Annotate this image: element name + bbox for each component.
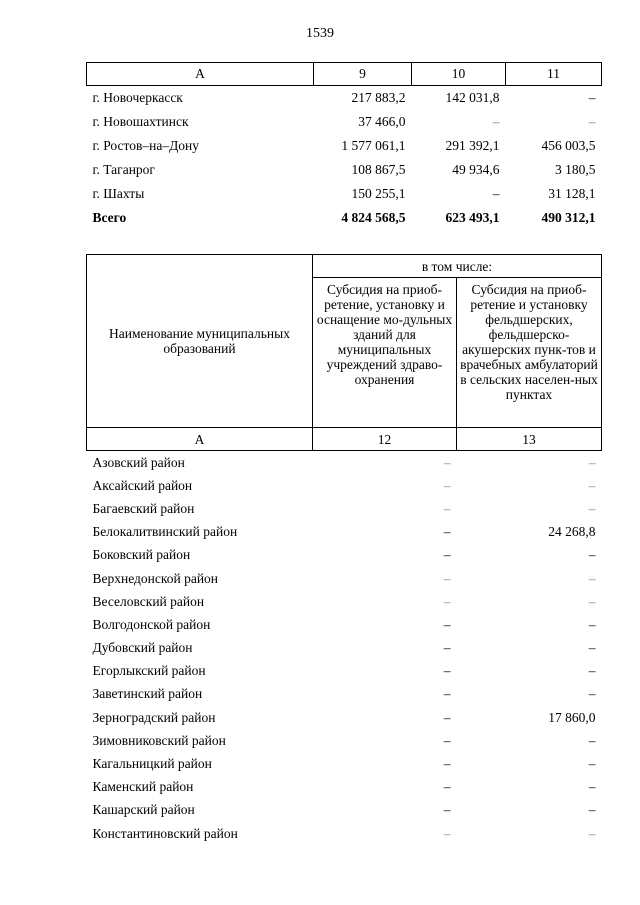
table-row — [87, 110, 602, 134]
value-cell: – — [443, 709, 451, 725]
table-row — [87, 134, 602, 158]
subsidy-table-cols-12-13 — [86, 254, 602, 845]
district-name: Зерноградский район — [92, 709, 216, 725]
value-cell: 24 268,8 — [548, 524, 596, 540]
table-row — [87, 474, 602, 497]
value-cell: – — [588, 802, 596, 818]
table-row — [87, 683, 602, 706]
municipality-name: г. Новошахтинск — [92, 114, 189, 129]
value-cell: 108 867,5 — [351, 162, 406, 177]
value-cell: 17 860,0 — [548, 709, 596, 725]
value-cell: – — [443, 570, 451, 586]
total-value: 490 312,1 — [541, 210, 596, 225]
table-row — [87, 451, 602, 475]
table2-index-row — [87, 428, 602, 451]
column-13-header: Субсидия на приоб-ретение и установку фельдшерских, фельдшерско-акушерских пунк-тов и врачебных амбулаторий в сельских населен-ных пунктах — [457, 278, 602, 428]
value-cell: 217 883,2 — [351, 90, 406, 105]
page-number: 1539 — [306, 26, 334, 41]
district-name: Зимовниковский район — [92, 732, 226, 748]
value-cell: – — [588, 756, 596, 772]
value-cell: – — [443, 732, 451, 748]
table-row — [87, 567, 602, 590]
value-cell: – — [588, 477, 596, 493]
table-row — [87, 613, 602, 636]
district-name: Азовский район — [92, 454, 185, 470]
value-cell: – — [443, 779, 451, 795]
municipality-name: г. Новочеркасск — [92, 90, 183, 105]
value-cell: 49 934,6 — [452, 162, 500, 177]
value-cell: – — [443, 616, 451, 632]
district-name: Егорлыкский район — [92, 663, 206, 679]
district-name: Веселовский район — [92, 593, 205, 609]
value-cell: – — [588, 570, 596, 586]
table-row — [87, 158, 602, 182]
value-cell: 1 577 061,1 — [341, 138, 406, 153]
table-row — [87, 752, 602, 775]
table2-index-13: 13 — [457, 428, 602, 451]
table-row — [87, 544, 602, 567]
total-value: 4 824 568,5 — [341, 210, 406, 225]
table-row — [87, 822, 602, 845]
table-row — [87, 86, 602, 111]
district-name: Заветинский район — [92, 686, 203, 702]
table1-header-11: 11 — [506, 63, 602, 86]
value-cell: 3 180,5 — [555, 162, 596, 177]
value-cell: 37 466,0 — [358, 114, 406, 129]
value-cell: 150 255,1 — [351, 186, 406, 201]
district-name: Багаевский район — [92, 500, 195, 516]
table-row — [87, 637, 602, 660]
district-name: Верхнедонской район — [92, 570, 219, 586]
district-name: Белокалитвинский район — [92, 524, 238, 540]
district-name: Каменский район — [92, 779, 194, 795]
value-cell: – — [588, 663, 596, 679]
value-cell: – — [443, 756, 451, 772]
table2-index-a: А — [87, 428, 313, 451]
value-cell: – — [443, 500, 451, 516]
table-row — [87, 776, 602, 799]
value-cell: – — [588, 640, 596, 656]
table-row — [87, 799, 602, 822]
value-cell: – — [588, 114, 596, 129]
district-name: Аксайский район — [92, 477, 193, 493]
table-row — [87, 706, 602, 729]
district-name: Боковский район — [92, 547, 191, 563]
table-row — [87, 497, 602, 520]
value-cell: – — [443, 477, 451, 493]
district-name: Кагальницкий район — [92, 756, 212, 772]
value-cell: – — [588, 547, 596, 563]
municipality-name: г. Ростов–на–Дону — [92, 138, 200, 153]
value-cell: – — [588, 732, 596, 748]
value-cell: – — [492, 186, 500, 201]
municipality-name: г. Шахты — [92, 186, 145, 201]
district-name: Дубовский район — [92, 640, 193, 656]
table1-header-a: А — [87, 63, 314, 86]
value-cell: – — [588, 686, 596, 702]
municipality-column-header: Наименование муниципальных образований — [87, 255, 313, 428]
table1-header-10: 10 — [412, 63, 506, 86]
value-cell: – — [443, 802, 451, 818]
table1-header-row — [87, 63, 602, 86]
value-cell: – — [443, 686, 451, 702]
value-cell: – — [588, 779, 596, 795]
value-cell: – — [588, 90, 596, 105]
value-cell: – — [588, 616, 596, 632]
total-value: 623 493,1 — [445, 210, 500, 225]
value-cell: – — [492, 114, 500, 129]
value-cell: – — [443, 663, 451, 679]
table1-header-9: 9 — [314, 63, 412, 86]
column-12-header: Субсидия на приоб-ретение, установку и оснащение мо-дульных зданий для муниципальных учреждений здраво-охранения — [313, 278, 457, 428]
district-name: Волгодонской район — [92, 616, 211, 632]
value-cell: 142 031,8 — [445, 90, 500, 105]
value-cell: 31 128,1 — [548, 186, 596, 201]
total-label: Всего — [92, 210, 127, 225]
table-row — [87, 660, 602, 683]
district-name: Кашарский район — [92, 802, 195, 818]
table2-group-header-row — [87, 255, 602, 278]
table-row — [87, 182, 602, 206]
table-row — [87, 729, 602, 752]
municipality-name: г. Таганрог — [92, 162, 155, 177]
table2-index-12: 12 — [313, 428, 457, 451]
value-cell: – — [588, 825, 596, 841]
value-cell: – — [443, 593, 451, 609]
including-group-header: в том числе: — [313, 255, 602, 278]
value-cell: – — [443, 825, 451, 841]
value-cell: 291 392,1 — [445, 138, 500, 153]
value-cell: 456 003,5 — [541, 138, 596, 153]
value-cell: – — [443, 454, 451, 470]
table-row — [87, 521, 602, 544]
value-cell: – — [443, 547, 451, 563]
budget-table-cols-9-11 — [86, 62, 602, 230]
value-cell: – — [443, 640, 451, 656]
total-row — [87, 206, 602, 230]
district-name: Константиновский район — [92, 825, 238, 841]
value-cell: – — [588, 593, 596, 609]
value-cell: – — [443, 524, 451, 540]
value-cell: – — [588, 454, 596, 470]
table-row — [87, 590, 602, 613]
value-cell: – — [588, 500, 596, 516]
